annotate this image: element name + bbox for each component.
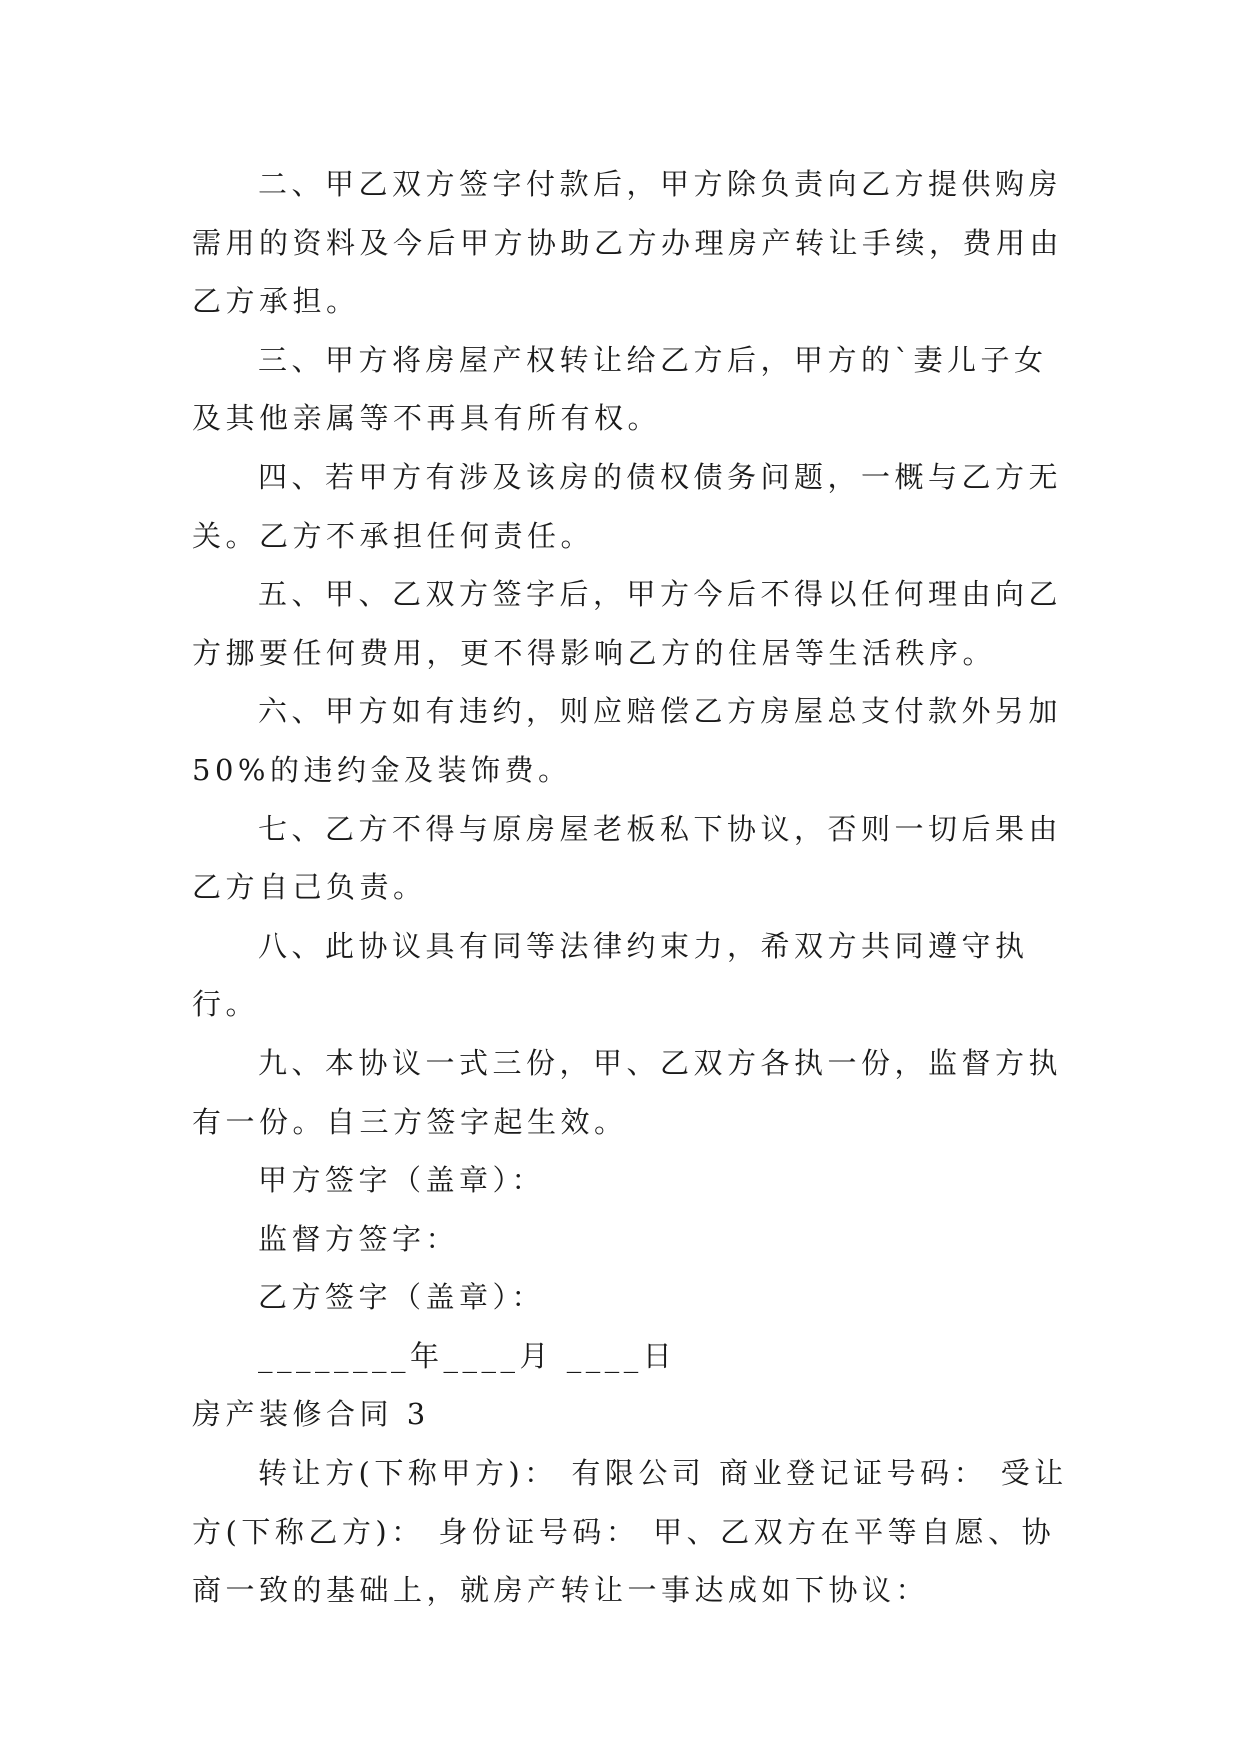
clause-8: 八、此协议具有同等法律约束力，希双方共同遵守执行。 [192,928,1029,1022]
document-body [192,155,1072,1620]
clause-2: 二、甲乙双方签字付款后，甲方除负责向乙方提供购房需用的资料及今后甲方协助乙方办理房产转让手续，费用由乙方承担。 [192,167,1064,319]
clause-3: 三、甲方将房屋产权转让给乙方后，甲方的`妻儿子女及其他亲属等不再具有所有权。 [192,342,1048,436]
party-a-signature-label: 甲方签字（盖章）： [258,1163,546,1198]
clause-6: 六、甲方如有违约，则应赔偿乙方房屋总支付款外另加50%的违约金及装饰费。 [192,694,1063,787]
section-title: 房产装修合同 3 [192,1397,430,1432]
date-line: ________年____月 ____日 [258,1338,677,1373]
clause-7: 七、乙方不得与原房屋老板私下协议，否则一切后果由乙方自己负责。 [192,811,1063,905]
party-b-signature-label: 乙方签字（盖章）： [258,1280,546,1315]
clause-9: 九、本协议一式三份，甲、乙双方各执一份，监督方执有一份。自三方签字起生效。 [192,1045,1063,1139]
clause-4: 四、若甲方有涉及该房的债权债务问题，一概与乙方无关。乙方不承担任何责任。 [192,459,1063,553]
supervisor-signature-label: 监督方签字： [258,1221,460,1256]
intro-paragraph: 转让方(下称甲方)： 有限公司 商业登记证号码： 受让方(下称乙方)： 身份证号码： 甲、乙双方在平等自愿、协商一致的基础上，就房产转让一事达成如下协议： [192,1456,1068,1608]
clause-5: 五、甲、乙双方签字后，甲方今后不得以任何理由向乙方挪要任何费用，更不得影响乙方的住居等生活秩序。 [192,577,1063,670]
